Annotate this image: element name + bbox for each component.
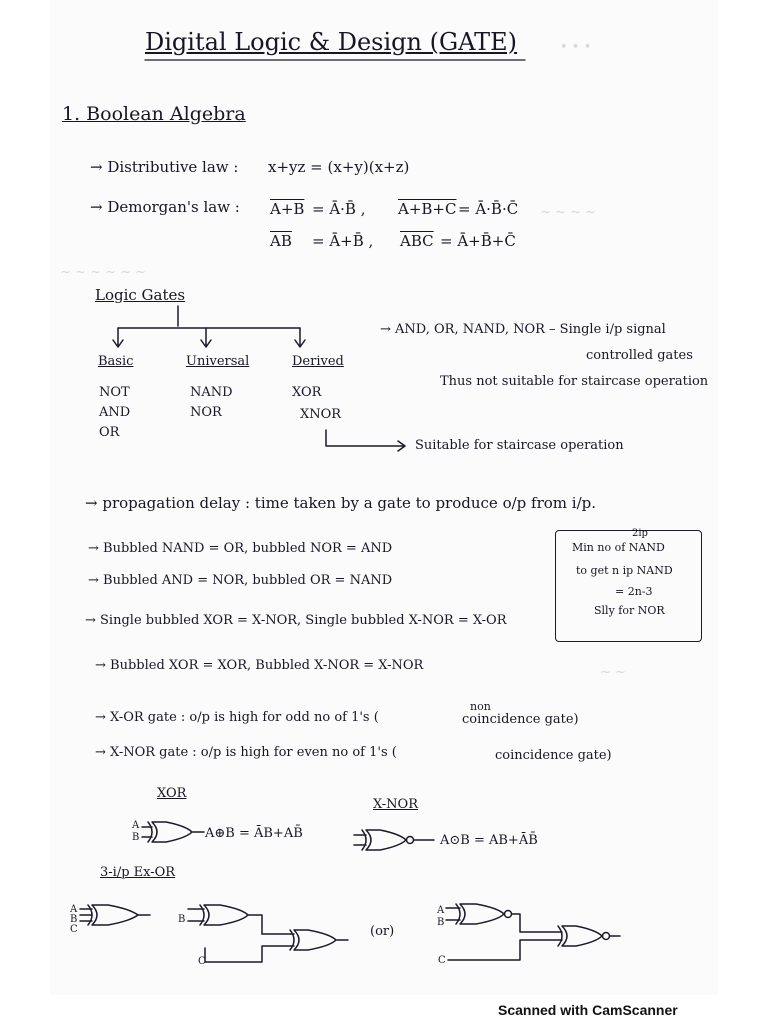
label-a: A (70, 904, 78, 915)
or-label: (or) (370, 924, 395, 939)
cascade-inputs-2 (188, 909, 262, 934)
distributive-label: → Distributive law : (90, 158, 239, 176)
gates-note-3: Thus not suitable for staircase operation (440, 374, 709, 389)
xor-equation: A⊕B = ĀB+AB̄ (205, 826, 303, 841)
demorgan-label: → Demorgan's law : (90, 198, 240, 216)
ghost-mark: ~ ~ ~ ~ ~ ~ (60, 265, 147, 280)
xor-input-lines (142, 827, 152, 837)
demorgan-lhs-1: A+B (270, 200, 305, 218)
xor-title: XOR (157, 786, 187, 801)
xnor-gate-note: → X-NOR gate : o/p is high for even no of 1's ( (95, 745, 397, 760)
label-c: C (70, 924, 78, 935)
three-ip-title: 3-i/p Ex-OR (100, 865, 176, 880)
derived-title: Derived (292, 354, 344, 369)
cascade-gate-1 (88, 905, 138, 925)
xor-gate-note: → X-OR gate : o/p is high for odd no of 1's ( (95, 710, 379, 725)
cascade-gate-5 (558, 926, 602, 946)
cascade-bubble-5 (603, 933, 610, 940)
tree-arrow-derived (295, 328, 305, 347)
xnor-equation: A⊙B = AB+ĀB̄ (440, 833, 538, 848)
label-c2: C (198, 956, 206, 967)
xor-input-b: B (132, 832, 140, 843)
bubbled-note-2: → Bubbled AND = NOR, bubbled OR = NAND (88, 573, 393, 588)
demorgan-lhs-3: $\overline{AB}$ (270, 232, 292, 250)
cascade-gate-4 (456, 904, 504, 924)
demorgan-rhs-2: = Ā·B̄·C̄ (458, 200, 519, 218)
basic-item: NOT (99, 385, 130, 400)
cascade-gate-2 (200, 905, 248, 925)
bubbled-note-3: → Single bubbled XOR = X-NOR, Single bubbled X-NOR = X-OR (85, 613, 507, 628)
ghost-mark: ~ ~ ~ ~ (540, 205, 596, 220)
gates-note-2: controlled gates (586, 348, 693, 363)
derived-item: XOR (292, 385, 322, 400)
label-a3: A (437, 905, 445, 916)
suitable-arrow (326, 430, 405, 451)
bubbled-note-1: → Bubbled NAND = OR, bubbled NOR = AND (88, 541, 393, 556)
xnor-title: X-NOR (373, 797, 419, 812)
basic-title: Basic (98, 354, 134, 369)
cascade-bubble-4 (505, 911, 512, 918)
box-superscript: 2ip (632, 528, 648, 539)
label-b2: B (178, 914, 186, 925)
logic-gates-root: Logic Gates (95, 286, 186, 304)
box-line-3: = 2n-3 (615, 585, 653, 598)
cascade-gate-3 (290, 930, 348, 950)
scanner-watermark: Scanned with CamScanner (498, 1002, 678, 1018)
tree-arrow-basic (113, 328, 123, 347)
box-line-1: Min no of NAND (572, 541, 665, 554)
demorgan-rhs-3: = Ā+B̄ , (312, 232, 374, 250)
xnor-bubble (407, 837, 414, 844)
ghost-mark: • • • (560, 40, 592, 55)
suitable-note: Suitable for staircase operation (415, 438, 624, 453)
box-line-2: to get n ip NAND (576, 564, 673, 577)
gates-note-1: → AND, OR, NAND, NOR – Single i/p signal (380, 322, 666, 337)
universal-item: NAND (190, 385, 233, 400)
page-title: Digital Logic & Design (GATE) (145, 28, 518, 56)
universal-item: NOR (190, 405, 222, 420)
demorgan-rhs-1: = Ā·B̄ , (312, 200, 366, 218)
cascade-lines-5 (448, 936, 620, 960)
cascade-wire-c (205, 934, 294, 962)
section-heading: 1. Boolean Algebra (62, 103, 246, 125)
xnor-gate-note-tail: coincidence gate) (495, 748, 612, 763)
universal-title: Universal (186, 354, 250, 369)
tree-arrow-universal (201, 328, 211, 347)
xor-input-a: A (132, 820, 140, 831)
ghost-mark: ~ ~ (600, 665, 626, 680)
xor-gate-shape (148, 822, 204, 842)
basic-item: OR (99, 425, 120, 440)
demorgan-lhs-4: $\overline{ABC}$ (400, 232, 434, 250)
box-line-4: Slly for NOR (594, 604, 665, 617)
xor-gate-note-tail: coincidence gate) (462, 712, 579, 727)
distributive-equation: x+yz = (x+y)(x+z) (268, 158, 410, 176)
demorgan-rhs-4: = Ā+B̄+C̄ (440, 232, 516, 250)
propagation-note: → propagation delay : time taken by a gate to produce o/p from i/p. (85, 494, 596, 512)
xnor-gate-shape (362, 830, 406, 850)
label-b: B (70, 914, 78, 925)
basic-item: AND (99, 405, 131, 420)
label-b3: B (437, 917, 445, 928)
bubbled-note-4: → Bubbled XOR = XOR, Bubbled X-NOR = X-NOR (95, 658, 424, 673)
label-c3: C (438, 955, 446, 966)
xor-non-mark: non (470, 700, 491, 713)
derived-item: XNOR (300, 407, 342, 422)
demorgan-lhs-2: A+B+C (398, 200, 457, 218)
